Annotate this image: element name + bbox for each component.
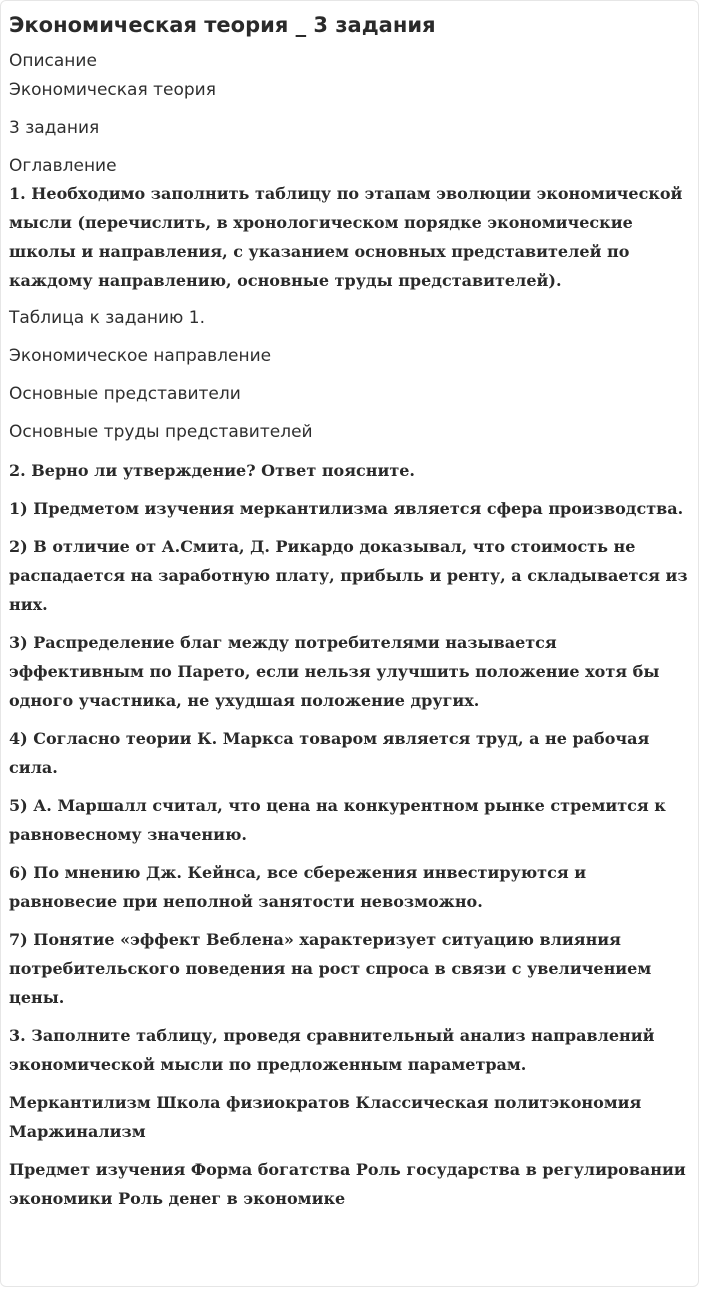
- table1-column-representatives: Основные представители: [9, 384, 241, 404]
- table3-header-text: Меркантилизм Школа физиократов Классическая политэкономия Маржинализм: [9, 1093, 642, 1141]
- document-title: Экономическая теория _ 3 задания: [9, 13, 436, 37]
- statement-7: 7) Понятие «эффект Веблена» характеризует ситуацию влияния потребительского поведения на рост спроса в связи с увеличением цены.: [9, 930, 652, 1007]
- statement-1: 1) Предметом изучения меркантилизма является сфера производства.: [9, 499, 684, 518]
- description-label: Описание: [9, 51, 97, 71]
- task-2-text: 2. Верно ли утверждение? Ответ поясните.: [9, 461, 415, 480]
- table3-rows-text: Предмет изучения Форма богатства Роль государства в регулировании экономики Роль денег в экономике: [9, 1160, 686, 1208]
- statement-3: 3) Распределение благ между потребителями называется эффективным по Парето, если нельзя улучшить положение хотя бы одного участника, не ухудшая положение других.: [9, 633, 660, 710]
- statement-5: 5) А. Маршалл считал, что цена на конкурентном рынке стремится к равновесному значению.: [9, 796, 666, 844]
- table1-column-direction: Экономическое направление: [9, 346, 272, 366]
- tasks-count-text: 3 задания: [9, 118, 100, 138]
- statement-6: 6) По мнению Дж. Кейнса, все сбережения инвестируются и равновесие при неполной занятости невозможно.: [9, 863, 587, 911]
- subject-text: Экономическая теория: [9, 80, 216, 100]
- table1-caption: Таблица к заданию 1.: [9, 308, 205, 328]
- task-3-text: 3. Заполните таблицу, проведя сравнительный анализ направлений экономической мысли по предложенным параметрам.: [9, 1026, 655, 1074]
- statement-4: 4) Согласно теории К. Маркса товаром является труд, а не рабочая сила.: [9, 729, 650, 777]
- table1-column-works: Основные труды представителей: [9, 422, 313, 442]
- toc-label: Оглавление: [9, 156, 117, 176]
- statement-2: 2) В отличие от А.Смита, Д. Рикардо доказывал, что стоимость не распадается на заработную плату, прибыль и ренту, а складывается из них.: [9, 537, 688, 614]
- task-1-text: 1. Необходимо заполнить таблицу по этапам эволюции экономической мысли (перечислить, в хронологическом порядке экономические школы и направления, с указанием основных представителей по каждому направлению, основные труды представителей).: [9, 184, 683, 290]
